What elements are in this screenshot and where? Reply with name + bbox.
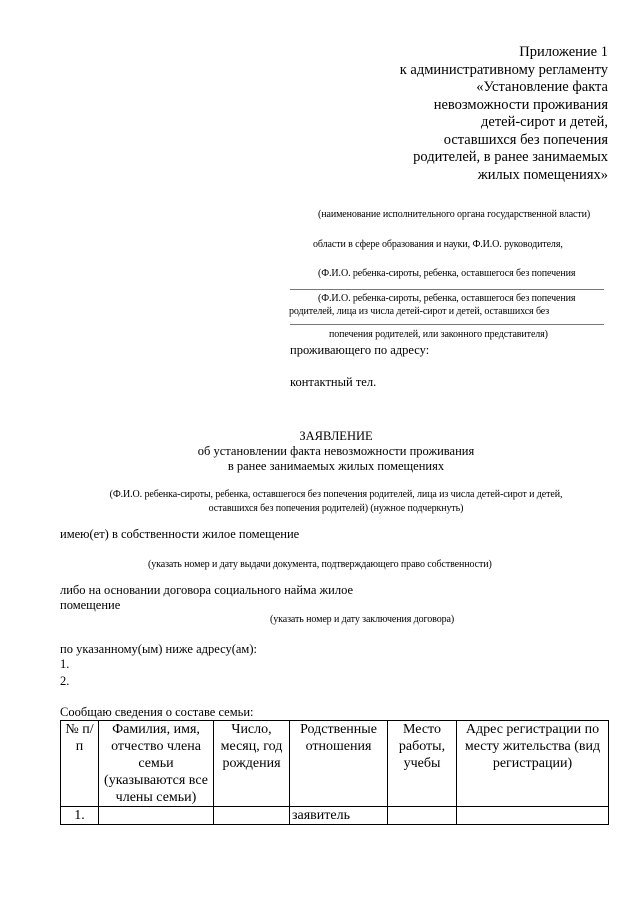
appendix-line: невозможности проживания bbox=[433, 96, 608, 113]
table-header-row bbox=[61, 721, 609, 807]
table-row bbox=[61, 807, 609, 825]
ownership-caption: (указать номер и дату выдачи документа, подтверждающего право собственности) bbox=[148, 559, 492, 570]
column-header-number: № п/п bbox=[61, 721, 99, 807]
applicant-caption-2: (Ф.И.О. ребенка-сироты, ребенка, оставшегося без попечения bbox=[318, 293, 576, 304]
appendix-line: родителей, в ранее занимаемых bbox=[413, 149, 608, 165]
column-header-workplace: Место работы, учебы bbox=[388, 721, 457, 807]
appendix-line: детей-сирот и детей, bbox=[481, 114, 608, 130]
lease-text-1: либо на основании договора социального найма жилое bbox=[60, 583, 354, 597]
table-cell-fullname[interactable] bbox=[99, 807, 214, 825]
table-cell-workplace[interactable] bbox=[388, 807, 457, 825]
appendix-line: Приложение 1 bbox=[519, 44, 608, 60]
ownership-text: имею(ет) в собственности жилое помещение bbox=[60, 527, 300, 541]
statement-subtitle-2: в ранее занимаемых жилых помещениях bbox=[227, 459, 445, 473]
column-header-relation: Родственные отношения bbox=[290, 721, 388, 807]
table-cell-relation: заявитель bbox=[290, 807, 388, 825]
appendix-line: оставшихся без попечения bbox=[443, 131, 608, 148]
phone-label: контактный тел. bbox=[290, 375, 377, 389]
lease-caption: (указать номер и дату заключения договора) bbox=[270, 614, 455, 625]
address-label: проживающего по адресу: bbox=[290, 343, 430, 357]
fio-caption-2: оставшихся без попечения родителей) (нужное подчеркнуть) bbox=[208, 503, 464, 514]
column-header-fullname: Фамилия, имя, отчество члена семьи (указываются все члены семьи) bbox=[99, 721, 214, 807]
column-header-registration: Адрес регистрации по месту жительства (вид регистрации) bbox=[457, 721, 609, 807]
lease-text-2: помещение bbox=[60, 598, 121, 612]
column-header-birthdate: Число, месяц, год рождения bbox=[214, 721, 290, 807]
authority-caption: (наименование исполнительного органа государственной власти) bbox=[318, 209, 591, 220]
applicant-caption-3: родителей, лица из числа детей-сирот и детей, оставшихся без bbox=[289, 306, 550, 317]
statement-subtitle-1: об установлении факта невозможности проживания bbox=[197, 444, 475, 458]
family-table bbox=[60, 720, 609, 825]
blank-line[interactable] bbox=[290, 289, 604, 290]
table-cell-birthdate[interactable] bbox=[214, 807, 290, 825]
fio-caption-1: (Ф.И.О. ребенка-сироты, ребенка, оставшегося без попечения родителей, лица из числа детей-сирот и детей, bbox=[109, 489, 563, 500]
address-item-1: 1. bbox=[60, 657, 70, 671]
table-cell-number: 1. bbox=[61, 807, 99, 825]
address-item-2: 2. bbox=[60, 674, 70, 688]
authority-caption-2: области в сфере образования и науки, Ф.И.О. руководителя, bbox=[313, 239, 563, 250]
applicant-caption-4: попечения родителей, или законного представителя) bbox=[329, 329, 548, 340]
address-intro: по указанному(ым) ниже адресу(ам): bbox=[60, 642, 257, 656]
blank-line[interactable] bbox=[290, 324, 604, 325]
appendix-line: «Установление факта bbox=[476, 79, 608, 95]
applicant-caption-1: (Ф.И.О. ребенка-сироты, ребенка, оставшегося без попечения bbox=[318, 268, 576, 279]
appendix-line: жилых помещениях» bbox=[477, 166, 608, 183]
appendix-line: к административному регламенту bbox=[399, 61, 608, 78]
appendix-block bbox=[288, 44, 608, 184]
statement-heading: ЗАЯВЛЕНИЕ bbox=[299, 429, 373, 443]
table-cell-registration[interactable] bbox=[457, 807, 609, 825]
family-intro: Сообщаю сведения о составе семьи: bbox=[60, 705, 254, 719]
